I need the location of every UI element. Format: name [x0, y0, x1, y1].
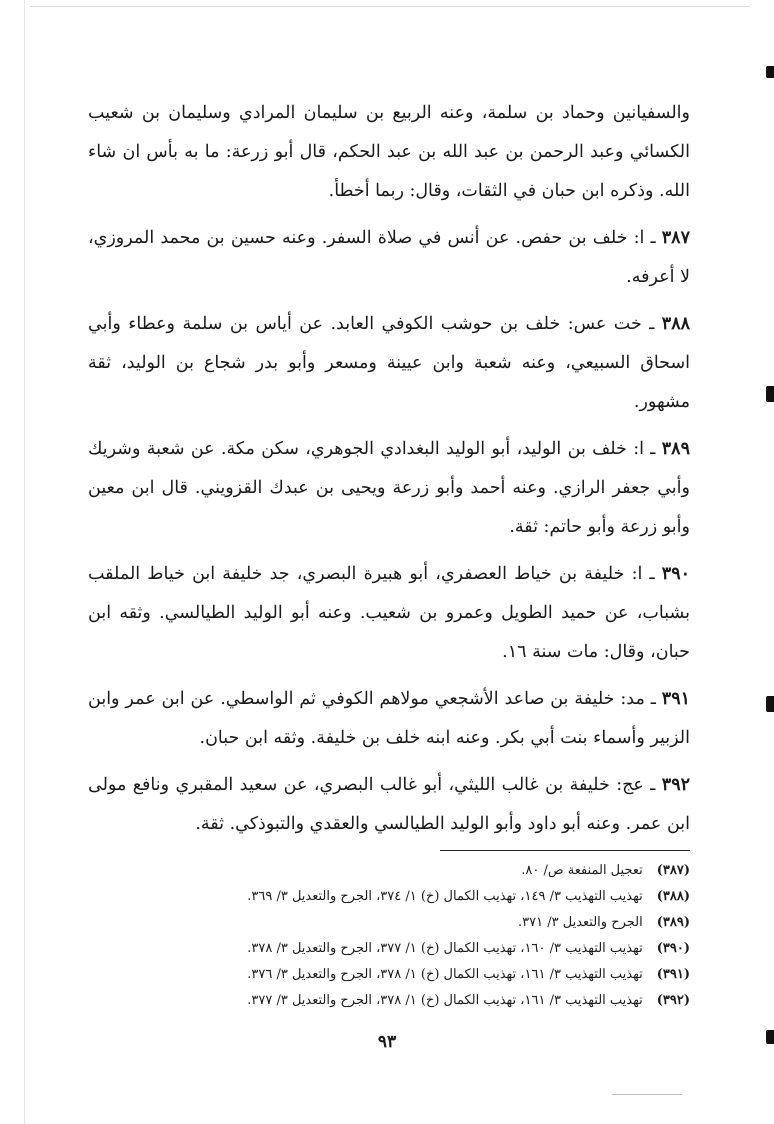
- footnote-text: تهذيب التهذيب ٣/ ١٦٠، تهذيب الكمال (خ) ١/ ٣٧٧، الجرح والتعديل ٣/ ٣٧٨.: [247, 941, 643, 956]
- footnote: [88, 962, 690, 988]
- scan-mark: [766, 386, 774, 402]
- scan-edge-left: [24, 0, 25, 1124]
- page-number: ٩٣: [377, 1032, 397, 1052]
- footnote-text: تهذيب التهذيب ٣/ ١٦١، تهذيب الكمال (خ) ١/ ٣٧٨، الجرح والتعديل ٣/ ٣٧٦.: [247, 967, 643, 982]
- scan-mark: [766, 66, 774, 78]
- scan-artifact-line: [612, 1094, 682, 1095]
- entry-text: ـ مد: خليفة بن صاعد الأشجعي مولاهم الكوفي ثم الواسطي. عن ابن عمر وابن الزبير وأسماء بنت أبي بكر. وعنه ابنه خلف بن خليفة. وثقه ابن حبان.: [88, 689, 690, 748]
- paragraph-continuation: [88, 94, 690, 211]
- scan-edge-top: [30, 6, 750, 7]
- entry-number: ٣٩٠: [661, 564, 690, 584]
- footnote: [88, 910, 690, 936]
- scan-mark: [766, 696, 774, 712]
- entry-number: ٣٨٨: [661, 314, 690, 334]
- footnote-divider: [440, 850, 690, 851]
- paragraph-text: والسفيانين وحماد بن سلمة، وعنه الربيع بن سليمان المرادي وسليمان بن شعيب الكسائي وعبد الرحمن بن عبد الله بن عبد الحكم، قال أبو زرعة: ما به بأس ان شاء الله. وذكره ابن حبان في الثقات، وقال: ربما أخطأ.: [88, 103, 690, 201]
- entry-number: ٣٨٧: [661, 228, 690, 248]
- entry-392: [88, 766, 690, 844]
- footnotes: [88, 858, 690, 1014]
- entry-number: ٣٨٩: [661, 439, 690, 459]
- entry-text: ـ ا: خلف بن حفص. عن أنس في صلاة السفر. وعنه حسين بن محمد المروزي، لا أعرفه.: [88, 228, 690, 287]
- entry-387: [88, 219, 690, 297]
- footnote-number: (٣٨٩): [656, 915, 690, 930]
- entry-text: ـ خت عس: خلف بن حوشب الكوفي العابد. عن أياس بن سلمة وعطاء وأبي اسحاق السبيعي، وعنه شعبة وابن عيينة ومسعر وأبو بدر شجاع بن الوليد، ثقة مشهور.: [88, 314, 690, 412]
- footnote-number: (٣٨٧): [656, 863, 690, 878]
- footnote-text: تعجيل المنفعة ص/ ٨٠.: [521, 863, 643, 878]
- footnote-text: الجرح والتعديل ٣/ ٣٧١.: [518, 915, 643, 930]
- entry-388: [88, 305, 690, 422]
- footnote: [88, 988, 690, 1014]
- footnote-text: تهذيب التهذيب ٣/ ١٦١، تهذيب الكمال (خ) ١/ ٣٧٨، الجرح والتعديل ٣/ ٣٧٧.: [247, 993, 643, 1008]
- entry-number: ٣٩٢: [661, 775, 690, 795]
- entry-text: ـ عج: خليفة بن غالب الليثي، أبو غالب البصري، عن سعيد المقبري ونافع مولى ابن عمر. وعنه أبو داود وأبو الوليد الطيالسي والعقدي والتبوذكي. ثقة.: [88, 775, 690, 834]
- entry-391: [88, 680, 690, 758]
- footnote-number: (٣٩٠): [656, 941, 690, 956]
- entry-number: ٣٩١: [661, 689, 690, 709]
- entry-389: [88, 430, 690, 547]
- footnote-number: (٣٨٨): [656, 889, 690, 904]
- main-text: [88, 94, 690, 852]
- footnote-text: تهذيب التهذيب ٣/ ١٤٩، تهذيب الكمال (خ) ١/ ٣٧٤، الجرح والتعديل ٣/ ٣٦٩.: [247, 889, 643, 904]
- entry-text: ـ ا: خليفة بن خياط العصفري، أبو هبيرة البصري، جد خليفة ابن خياط الملقب بشباب، عن حميد الطويل وعمرو بن شعيب. وعنه أبو الوليد الطيالسي. وثقه ابن حبان، وقال: مات سنة ١٦.: [88, 564, 690, 662]
- entry-390: [88, 555, 690, 672]
- entry-text: ـ ا: خلف بن الوليد، أبو الوليد البغدادي الجوهري، سكن مكة. عن شعبة وشريك وأبي جعفر الرازي. وعنه أحمد وأبو زرعة ويحيى بن عبدك القزويني. قال ابن معين وأبو زرعة وأبو حاتم: ثقة.: [88, 439, 690, 537]
- footnote: [88, 884, 690, 910]
- footnote: [88, 936, 690, 962]
- footnote-number: (٣٩١): [656, 967, 690, 982]
- footnote: [88, 858, 690, 884]
- footnote-number: (٣٩٢): [656, 993, 690, 1008]
